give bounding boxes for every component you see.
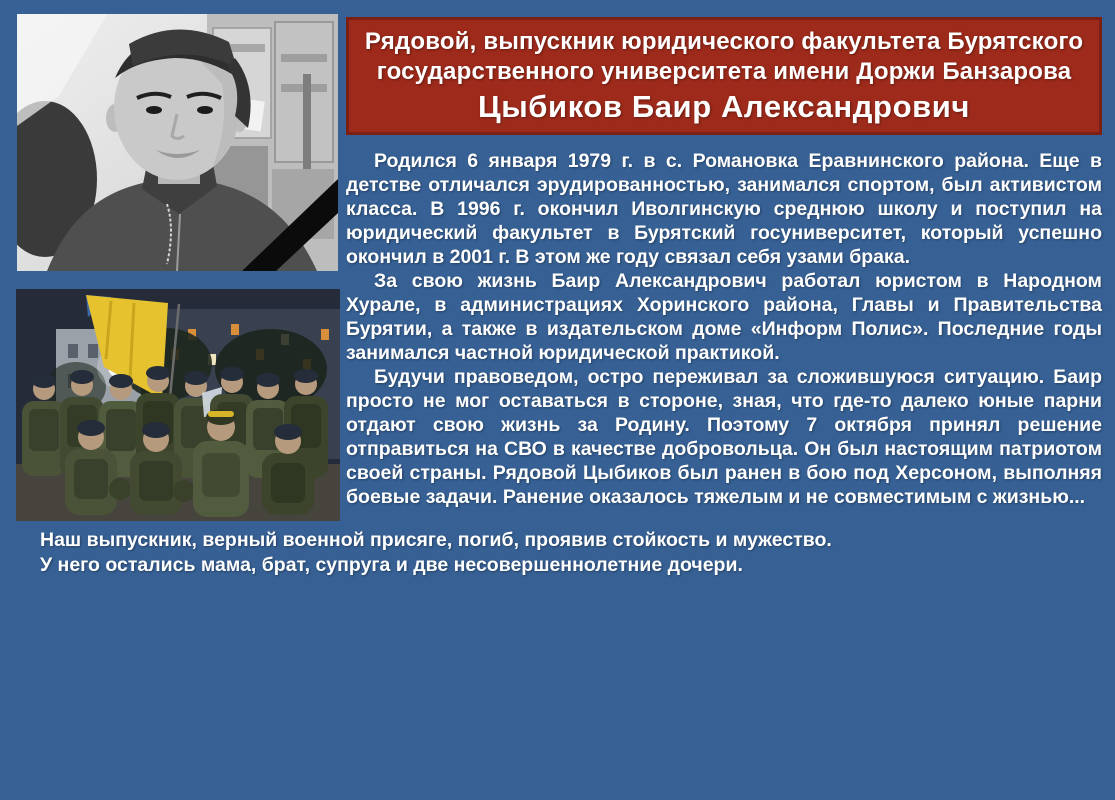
portrait-photo-image bbox=[17, 14, 338, 271]
title-line-1: Рядовой, выпускник юридического факультета Бурятского bbox=[364, 28, 1084, 55]
title-banner bbox=[346, 17, 1102, 135]
person-name: Цыбиков Баир Александрович bbox=[477, 89, 971, 124]
bio-paragraph-1: Родился 6 января 1979 г. в с. Романовка Еравнинского района. Еще в детстве отличался эрудированностью, занимался спортом, был активистом класса. В 1996 г. окончил Иволгинскую среднюю школу и поступил на юридический факультет в Бурятский госуниверситет, который успешно окончил в 2001 г. В этом же году связал себя узами брака. bbox=[346, 150, 1102, 268]
group-photo-image bbox=[16, 289, 340, 521]
portrait-photo bbox=[17, 14, 338, 271]
group-photo bbox=[16, 289, 340, 521]
title-line-2: государственного университета имени Доржи Банзарова bbox=[376, 58, 1072, 85]
closing-line-1: Наш выпускник, верный военной присяге, погиб, проявив стойкость и мужество. bbox=[40, 529, 832, 551]
bio-paragraph-3: Будучи правоведом, остро переживал за сложившуюся ситуацию. Баир просто не мог оставаться в стороне, зная, что где-то далеко юные парни отдают свою жизнь за Родину. Поэтому 7 октября принял решение отправиться на СВО в качестве добровольца. Он был настоящим патриотом своей страны. Рядовой Цыбиков был ранен в бою под Херсоном, выполняя боевые задачи. Ранение оказалось тяжелым и не совместимым с жизнью... bbox=[346, 366, 1102, 508]
closing-line-2: У него остались мама, брат, супруга и две несовершеннолетние дочери. bbox=[40, 554, 743, 576]
closing-block bbox=[0, 528, 1102, 578]
bio-paragraph-2: За свою жизнь Баир Александрович работал юристом в Народном Хурале, в администрациях Хоринского района, Главы и Правительства Бурятии, а также в издательском доме «Информ Полис». Последние годы занимался частной юридической практикой. bbox=[346, 270, 1102, 364]
yellow-goggles bbox=[208, 411, 234, 417]
